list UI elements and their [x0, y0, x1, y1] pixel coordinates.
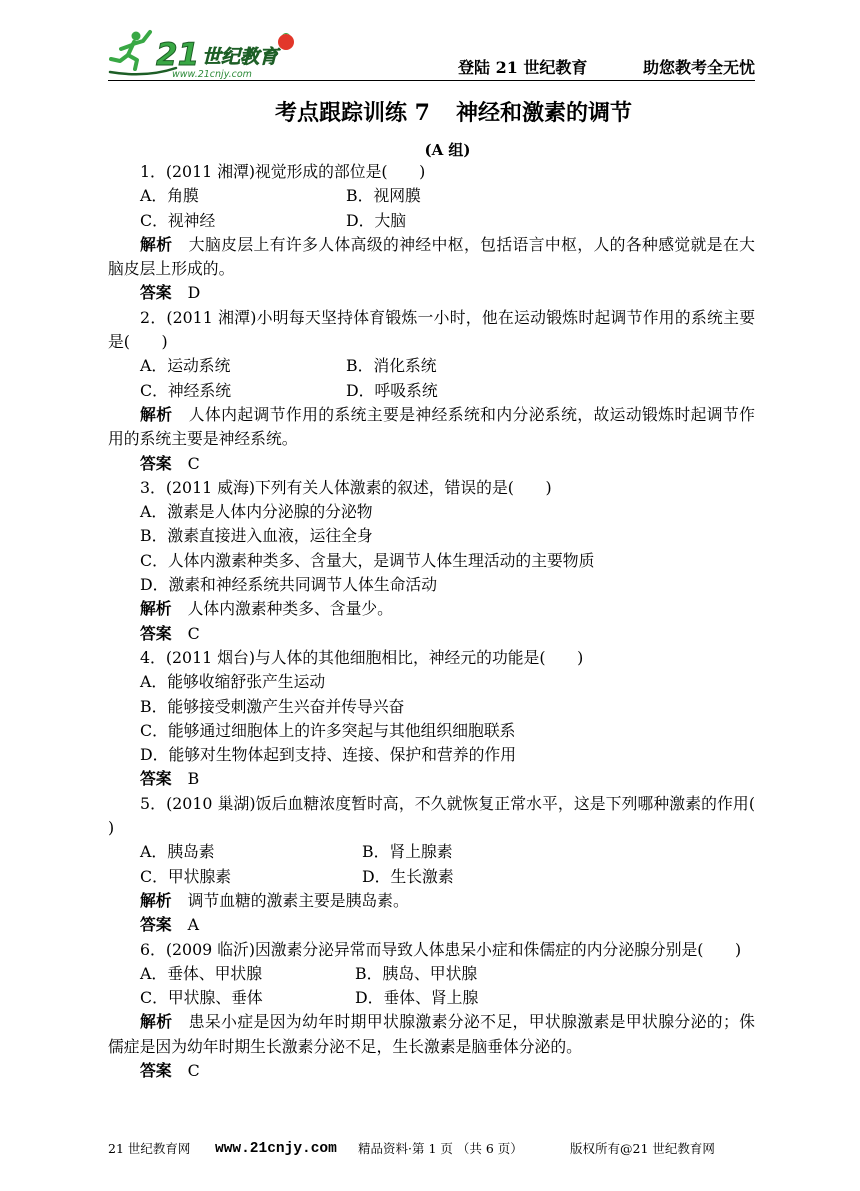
option-row — [108, 865, 755, 889]
question-6 — [108, 938, 755, 1084]
answer-label: 答案 — [140, 453, 172, 473]
page-title — [108, 97, 755, 129]
option-d: D．大脑 — [346, 210, 407, 230]
explanation-text: 人体内起调节作用的系统主要是神经系统和内分泌系统，故运动锻炼时起调节作用的系统主要是神经系统。 — [108, 404, 755, 449]
answer-label: 答案 — [140, 283, 172, 303]
logo-number: 21 — [156, 37, 200, 73]
option-b: B．肾上腺素 — [362, 842, 453, 862]
answer-label: 答案 — [140, 769, 172, 789]
option-c: C．视神经 — [140, 210, 216, 230]
option-c: C．人体内激素种类多、含量大，是调节人体生理活动的主要物质 — [140, 550, 595, 570]
header-divider — [108, 80, 755, 81]
option-a: A．胰岛素 — [140, 842, 215, 862]
explanation — [108, 233, 755, 282]
explanation — [108, 889, 755, 913]
option-a: A．运动系统 — [140, 356, 231, 376]
logo-url: www.21cnjy.com — [172, 69, 252, 80]
question-stem: 3．(2011 威海)下列有关人体激素的叙述，错误的是( ) — [140, 477, 552, 497]
explanation-text: 大脑皮层上有许多人体高级的神经中枢，包括语言中枢，人的各种感觉就是在大脑皮层上形成的。 — [108, 234, 755, 279]
title-topic: 神经和激素的调节 — [455, 100, 632, 126]
option-d: D．呼吸系统 — [346, 380, 438, 400]
question-stem: 4．(2011 烟台)与人体的其他细胞相比，神经元的功能是( ) — [140, 647, 584, 667]
option-c: C．甲状腺、垂体 — [140, 988, 263, 1008]
footer-page-info: 精品资料·第 1 页 （共 6 页） — [358, 1141, 523, 1156]
option-row — [108, 209, 755, 233]
option-b: B．能够接受刺激产生兴奋并传导兴奋 — [140, 696, 405, 716]
slogan-left: 登陆 21 世纪教育 — [458, 58, 588, 77]
answer-value: B — [187, 769, 200, 789]
explanation — [108, 403, 755, 452]
question-1 — [108, 160, 755, 306]
question-5 — [108, 792, 787, 938]
option-c: C．甲状腺素 — [140, 866, 232, 886]
question-stem: 6．(2009 临沂)因激素分泌异常而导致人体患呆小症和侏儒症的内分泌腺分别是( ) — [140, 939, 742, 959]
explanation-text: 人体内激素种类多、含量少。 — [187, 599, 393, 619]
option-c: C．神经系统 — [140, 380, 232, 400]
tomato-icon — [278, 33, 294, 50]
logo-name: 世纪教育 — [202, 46, 279, 68]
option-d: D．激素和神经系统共同调节人体生命活动 — [140, 575, 438, 595]
option-a: A．能够收缩舒张产生运动 — [140, 672, 326, 692]
answer-label: 答案 — [140, 915, 172, 935]
explanation — [108, 1010, 755, 1059]
explanation — [108, 597, 755, 621]
question-stem: 5．(2010 巢湖)饭后血糖浓度暂时高，不久就恢复正常水平，这是下列哪种激素的作用( ) — [108, 793, 787, 838]
option-d: D．能够对生物体起到支持、连接、保护和营养的作用 — [140, 745, 516, 765]
explanation-text: 调节血糖的激素主要是胰岛素。 — [187, 890, 409, 910]
question-3 — [108, 476, 755, 646]
answer-value: C — [187, 1060, 200, 1080]
question-stem: 1．(2011 湘潭)视觉形成的部位是( ) — [140, 162, 426, 181]
option-d: D．生长激素 — [362, 866, 454, 886]
option-row — [108, 354, 755, 378]
answer-label: 答案 — [140, 1060, 172, 1080]
option-row — [108, 986, 755, 1010]
answer — [108, 452, 755, 476]
explanation-label: 解析 — [140, 890, 172, 910]
explanation-label: 解析 — [140, 599, 172, 619]
footer-url: www.21cnjy.com — [215, 1141, 337, 1157]
question-stem: 2．(2011 湘潭)小明每天坚持体育锻炼一小时，他在运动锻炼时起调节作用的系统主要是( ) — [108, 307, 755, 352]
option-b: B．视网膜 — [346, 186, 421, 206]
option-row — [108, 379, 755, 403]
question-4 — [108, 646, 755, 792]
title-main: 考点跟踪训练 7 — [275, 100, 430, 126]
explanation-text: 患呆小症是因为幼年时期甲状腺激素分泌不足，甲状腺激素是甲状腺分泌的；侏儒症是因为幼年时期生长激素分泌不足，生长激素是脑垂体分泌的。 — [108, 1012, 755, 1056]
answer-value: A — [187, 915, 200, 935]
explanation-label: 解析 — [140, 1012, 173, 1032]
page-footer — [0, 1139, 860, 1159]
explanation-label: 解析 — [140, 404, 173, 424]
option-row — [108, 962, 755, 986]
explanation-label: 解析 — [140, 234, 173, 254]
answer — [108, 913, 755, 937]
footer-site-name: 21 世纪教育网 — [108, 1141, 191, 1156]
answer — [108, 281, 755, 305]
option-row — [108, 184, 755, 208]
answer — [108, 1059, 755, 1083]
slogan-right: 助您教考全无忧 — [642, 58, 755, 77]
answer-label: 答案 — [140, 623, 172, 643]
option-b: B．胰岛、甲状腺 — [355, 963, 478, 983]
option-a: A．垂体、甲状腺 — [140, 963, 262, 983]
answer-value: C — [187, 623, 200, 643]
answer — [108, 767, 755, 791]
header-slogan — [458, 57, 755, 79]
option-b: B．消化系统 — [346, 356, 437, 376]
option-a: A．角膜 — [140, 186, 199, 206]
option-a: A．激素是人体内分泌腺的分泌物 — [140, 502, 373, 522]
option-d: D．垂体、肾上腺 — [355, 988, 479, 1008]
question-2 — [108, 306, 755, 476]
question-list — [108, 160, 787, 1083]
footer-copyright: 版权所有@21 世纪教育网 — [570, 1141, 715, 1156]
option-row — [108, 840, 755, 864]
option-c: C．能够通过细胞体上的许多突起与其他组织细胞联系 — [140, 720, 516, 740]
option-b: B．激素直接进入血液，运往全身 — [140, 526, 373, 546]
group-heading: (A 组) — [424, 141, 471, 159]
answer-value: C — [187, 453, 200, 473]
answer-value: D — [187, 283, 201, 303]
site-logo — [106, 28, 306, 80]
answer — [108, 622, 755, 646]
